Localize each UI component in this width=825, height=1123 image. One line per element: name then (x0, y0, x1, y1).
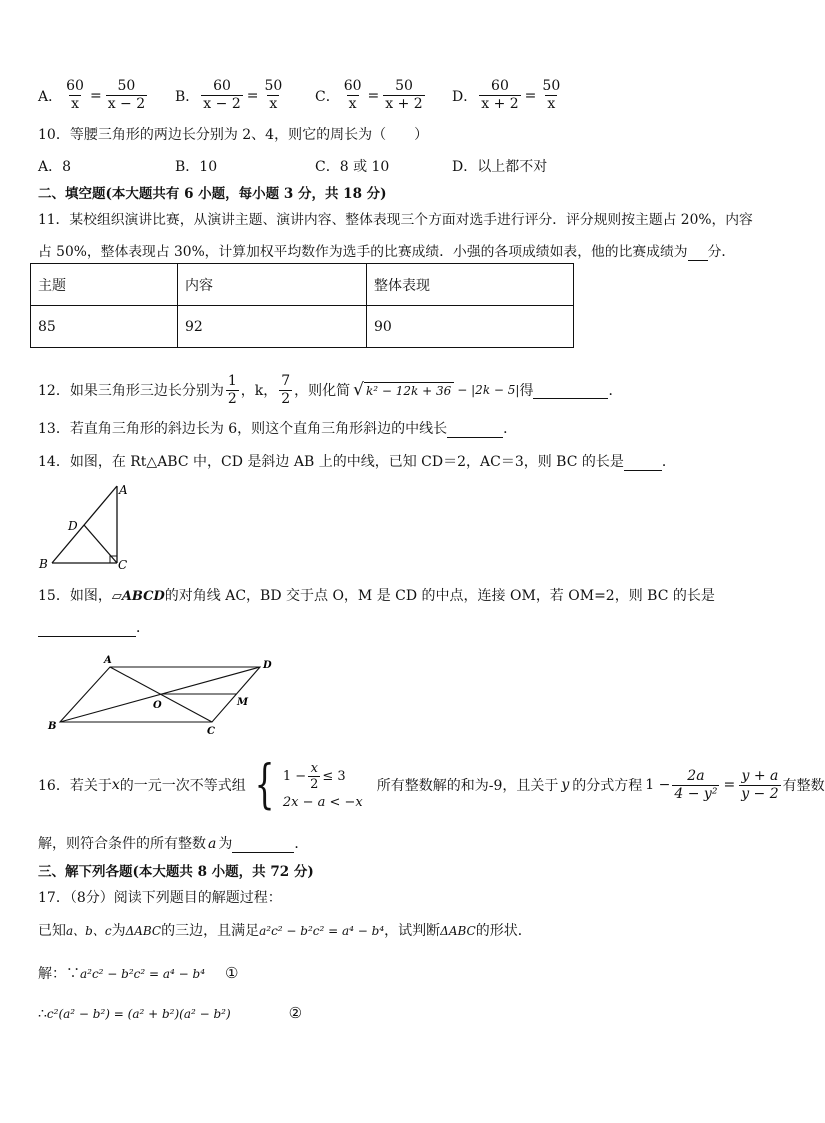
denominator: x + 2 (481, 96, 519, 112)
q10-option-a: A．8 (38, 159, 72, 175)
equals-sign: = (524, 87, 537, 104)
figure-q15-parallelogram (40, 652, 285, 740)
numerator: 1 (227, 372, 237, 389)
q12-end: ． (608, 383, 623, 399)
table-cell: 85 (31, 306, 178, 348)
var-y: y (561, 777, 570, 793)
q11-line2 (38, 240, 735, 261)
label-b: B (48, 721, 57, 732)
q15-answer-line (38, 617, 150, 637)
var-a: a (208, 836, 217, 852)
q16-mid3: 的分式方程 (572, 778, 643, 794)
q12-prefix: 12．如果三角形三边长分别为 (38, 383, 224, 399)
q14-end: ． (661, 454, 676, 470)
numerator: y + a (741, 767, 779, 784)
q17-abc: a、b、c (66, 924, 112, 938)
label-a: A (104, 655, 112, 666)
q17-known-c: 的三边，且满足 (161, 923, 260, 939)
denominator: 2 (310, 776, 319, 792)
q15-prefix: 15．如图， (38, 588, 112, 604)
label-d: D (68, 519, 78, 533)
q11-line2-text: 占 50%，整体表现占 30%，计算加权平均数作为选手的比赛成绩．小强的各项成绩如表，他的比赛成绩为 (38, 244, 688, 260)
option-label: B． (175, 88, 200, 105)
var-x: x (111, 777, 120, 793)
q16-line2-a: 解，则符合条件的所有整数 (38, 836, 206, 852)
q16-mid1: 的一元一次不等式组 (119, 778, 246, 794)
answer-blank (533, 382, 608, 399)
answer-blank (688, 244, 708, 261)
q15-text: 的对角线 AC，BD 交于点 O，M 是 CD 的中点，连接 OM，若 OM=2，则 BC 的长是 (164, 588, 715, 604)
numerator: 50 (395, 78, 413, 94)
equals-sign: = (246, 87, 259, 104)
fraction-half (226, 373, 239, 408)
numerator: 7 (281, 372, 291, 389)
q17-step1-math: a²c² − b²c² = a⁴ − b⁴ (80, 967, 206, 981)
inequality-system (283, 761, 363, 810)
abs-value-part: − |2k − 5| (457, 383, 520, 397)
inequality-2: 2x − a < −x (282, 794, 363, 810)
q16-prefix: 16．若关于 (38, 778, 112, 794)
q15-line (38, 585, 715, 605)
fraction (342, 78, 364, 113)
label-d: D (263, 660, 272, 671)
q17-known-a: 已知 (38, 923, 66, 939)
q17-known (38, 920, 532, 940)
q17-step2-math: c²(a² − b²) = (a² + b²)(a² − b²) (46, 1007, 231, 1021)
q17-condition: a²c² − b²c² = a⁴ − b⁴ (259, 924, 385, 938)
option-label: D． (452, 88, 478, 105)
scores-table (30, 263, 574, 348)
answer-blank (232, 836, 294, 853)
answer-blank (624, 454, 662, 471)
q17-step1 (38, 963, 238, 983)
answer-blank (447, 421, 503, 438)
label-o: O (153, 700, 162, 711)
step-number: ② (288, 1004, 303, 1022)
option-label: A． (38, 88, 63, 105)
equals-sign: = (723, 777, 736, 793)
therefore-symbol: ∴ (38, 1006, 47, 1022)
q12-line (38, 370, 622, 410)
numerator: 50 (117, 78, 136, 94)
q17-known-e: 的形状． (475, 923, 532, 939)
fraction (672, 768, 719, 803)
q9-options-row (38, 78, 598, 118)
numerator: 60 (66, 78, 84, 94)
fraction (64, 78, 86, 113)
q9-option-a (38, 78, 149, 113)
q16-line2-b: 为 (218, 836, 233, 852)
label-m: M (237, 697, 249, 708)
option-label: C． (315, 88, 340, 105)
fraction (540, 78, 562, 113)
q14-line (38, 451, 676, 471)
fraction (739, 768, 780, 803)
q17-known-d: ，试判断 (384, 923, 441, 939)
fraction-seven-halves (279, 373, 292, 408)
label-b: B (39, 557, 48, 571)
q9-option-b (175, 78, 286, 113)
q11-line1: 11．某校组织演讲比赛，从演讲主题、演讲内容、整体表现三个方面对选手进行评分．评分规则按主题占 20%，内容 (38, 212, 753, 228)
equals-sign: = (89, 87, 102, 104)
q9-option-d (452, 78, 564, 113)
answer-blank (38, 620, 136, 637)
q13-line (38, 418, 517, 438)
denominator: x (547, 96, 556, 112)
sqrt-content: k² − 12k + 36 (364, 382, 454, 398)
q16-tail: 有整数 (782, 778, 825, 794)
numerator: 60 (343, 78, 362, 94)
fraction (106, 78, 147, 113)
ineq1-part-b: ≤ 3 (322, 768, 346, 784)
numerator: 50 (264, 78, 283, 94)
label-c: C (118, 558, 128, 572)
q10-text: 10．等腰三角形的两边长分别为 2、4，则它的周长为（ ） (38, 127, 429, 143)
q16-line2-end: ． (294, 836, 309, 852)
numerator: 60 (213, 78, 231, 94)
parallelogram-symbol: ▱ABCD (111, 589, 165, 604)
brace-icon: { (254, 755, 275, 815)
table-header-cell: 内容 (178, 264, 367, 306)
q14-text: 14．如图，在 Rt△ABC 中，CD 是斜边 AB 上的中线，已知 CD＝2，AC＝3，则 BC 的长是 (38, 454, 624, 470)
segment-cd (84, 525, 117, 563)
denominator: x (348, 96, 357, 112)
fraction (383, 78, 424, 113)
fraction (308, 761, 320, 792)
step-number: ① (225, 964, 239, 982)
q9-option-c (315, 78, 427, 113)
numerator: 60 (491, 78, 509, 94)
numerator: 2a (687, 767, 705, 784)
q17-solution-label: 解：∵ (38, 966, 80, 982)
denominator: x + 2 (385, 96, 423, 112)
q10-option-b: B．10 (175, 159, 218, 175)
denominator: 2 (227, 390, 237, 407)
q13-end: ． (503, 421, 518, 437)
q12-tail: 得 (519, 383, 534, 399)
q12-after: ，则化简 (294, 383, 351, 399)
q10-option-c: C．8 或 10 (315, 159, 390, 175)
equals-sign: = (367, 87, 380, 104)
q11-line2-end: 分． (707, 244, 736, 260)
figure-q14-triangle (30, 480, 140, 575)
table-cell: 92 (178, 306, 367, 348)
table-cell: 90 (367, 306, 574, 348)
q10-option-d: D．以上都不对 (452, 159, 548, 175)
q17-step2 (38, 1004, 302, 1022)
denominator: 4 − y² (674, 785, 718, 802)
numerator: x (310, 760, 318, 776)
q17-triangle: ΔABC (125, 924, 162, 938)
q17-triangle-2: ΔABC (440, 924, 476, 938)
numerator: 50 (542, 78, 561, 94)
denominator: 2 (281, 390, 291, 407)
eq-part-a: 1 − (645, 777, 671, 793)
q17-title: 17．（8分）阅读下列题目的解题过程： (38, 890, 282, 906)
q13-text: 13．若直角三角形的斜边长为 6，则这个直角三角形斜边的中线长 (38, 421, 448, 437)
section2-title: 二、填空题(本大题共有 6 小题，每小题 3 分，共 18 分) (38, 186, 387, 202)
q12-mid: ，k， (240, 383, 278, 399)
table-row (31, 264, 574, 306)
table-header-cell: 整体表现 (367, 264, 574, 306)
q16-line2 (38, 833, 308, 853)
table-header-cell: 主题 (31, 264, 178, 306)
label-c: C (207, 726, 215, 737)
inequality-1 (283, 761, 363, 792)
table-row (31, 306, 574, 348)
denominator: x − 2 (107, 96, 146, 112)
q16-line1 (38, 752, 825, 818)
denominator: x (269, 96, 278, 112)
denominator: y − 2 (741, 785, 779, 802)
q16-mid2: 所有整数解的和为-9，且关于 (376, 778, 559, 794)
denominator: x − 2 (203, 96, 241, 112)
label-a: A (119, 483, 128, 497)
fraction (201, 78, 242, 113)
sqrt-sign: √ (353, 380, 364, 400)
fraction (479, 78, 520, 113)
section3-title: 三、解下列各题(本大题共 8 小题，共 72 分) (38, 864, 314, 880)
denominator: x (71, 96, 79, 112)
q15-end: ． (136, 620, 150, 636)
ineq1-part-a: 1 − (282, 768, 307, 784)
fraction (262, 78, 284, 113)
q17-known-b: 为 (111, 923, 126, 939)
